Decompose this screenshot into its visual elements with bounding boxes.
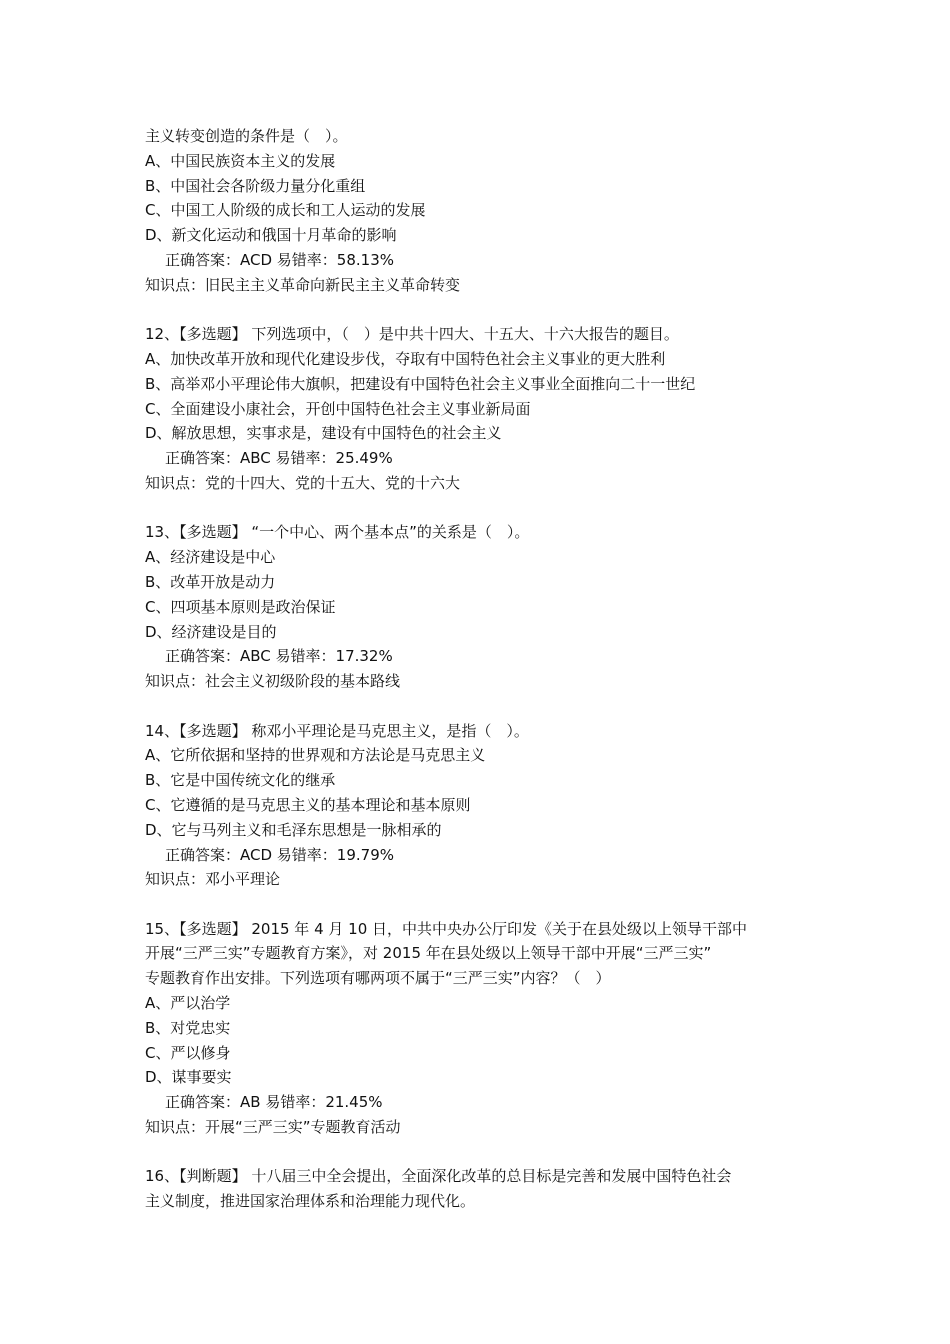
question-stem: 14、【多选题】 称邓小平理论是马克思主义，是指（ ）。: [145, 721, 529, 740]
option-b: B、高举邓小平理论伟大旗帜，把建设有中国特色社会主义事业全面推向二十一世纪: [145, 374, 696, 393]
option-b: B、改革开放是动力: [145, 572, 276, 591]
answer-line: 正确答案：ACD 易错率：58.13%: [165, 250, 394, 269]
knowledge-point: 知识点：党的十四大、党的十五大、党的十六大: [145, 473, 461, 492]
option-b: B、它是中国传统文化的继承: [145, 771, 336, 790]
option-b: B、中国社会各阶级力量分化重组: [145, 176, 366, 195]
option-d: D、解放思想，实事求是，建设有中国特色的社会主义: [145, 424, 502, 443]
option-d: D、新文化运动和俄国十月革命的影响: [145, 226, 397, 245]
knowledge-point: 知识点：社会主义初级阶段的基本路线: [145, 672, 401, 691]
option-a: A、加快改革开放和现代化建设步伐，夺取有中国特色社会主义事业的更大胜利: [145, 349, 666, 368]
question-15: [145, 917, 815, 1140]
answer-line: 正确答案：ABC 易错率：25.49%: [165, 449, 393, 468]
option-d: D、它与马列主义和毛泽东思想是一脉相承的: [145, 820, 442, 839]
option-a: A、经济建设是中心: [145, 548, 276, 567]
question-stem: 12、【多选题】 下列选项中，（ ）是中共十四大、十五大、十六大报告的题目。: [145, 325, 679, 344]
question-stem-line-3: 专题教育作出安排。下列选项有哪两项不属于“三严三实”内容？（ ）: [145, 969, 611, 988]
question-12: [145, 322, 815, 496]
option-c: C、四项基本原则是政治保证: [145, 597, 336, 616]
option-c: C、全面建设小康社会，开创中国特色社会主义事业新局面: [145, 399, 531, 418]
question-stem: 主义转变创造的条件是（ ）。: [145, 127, 348, 145]
question-16: [145, 1164, 815, 1214]
answer-line: 正确答案：ACD 易错率：19.79%: [165, 845, 394, 864]
option-d: D、经济建设是目的: [145, 622, 277, 641]
option-b: B、对党忠实: [145, 1018, 231, 1037]
question-stem-line-1: 16、【判断题】 十八届三中全会提出，全面深化改革的总目标是完善和发展中国特色社会: [145, 1167, 732, 1186]
question-stem-line-2: 开展“三严三实”专题教育方案》，对 2015 年在县处级以上领导干部中开展“三严三实”: [145, 944, 712, 963]
question-stem: 13、【多选题】 “一个中心、两个基本点”的关系是（ ）。: [145, 523, 530, 542]
option-a: A、它所依据和坚持的世界观和方法论是马克思主义: [145, 746, 486, 765]
answer-line: 正确答案：ABC 易错率：17.32%: [165, 647, 393, 666]
option-d: D、谋事要实: [145, 1068, 232, 1087]
knowledge-point: 知识点：开展“三严三实”专题教育活动: [145, 1118, 401, 1137]
option-a: A、中国民族资本主义的发展: [145, 151, 336, 170]
document-page: [145, 124, 815, 1214]
question-11-tail: [145, 124, 815, 298]
option-c: C、中国工人阶级的成长和工人运动的发展: [145, 201, 426, 220]
question-stem-line-1: 15、【多选题】 2015 年 4 月 10 日，中共中央办公厅印发《关于在县处级以上领导干部中: [145, 919, 748, 938]
question-13: [145, 520, 815, 694]
option-c: C、它遵循的是马克思主义的基本理论和基本原则: [145, 795, 471, 814]
knowledge-point: 知识点：旧民主主义革命向新民主主义革命转变: [145, 275, 461, 294]
answer-line: 正确答案：AB 易错率：21.45%: [165, 1093, 383, 1112]
question-stem-line-2: 主义制度，推进国家治理体系和治理能力现代化。: [145, 1192, 476, 1211]
option-c: C、严以修身: [145, 1043, 231, 1062]
option-a: A、严以治学: [145, 994, 231, 1013]
question-14: [145, 719, 815, 893]
knowledge-point: 知识点：邓小平理论: [145, 870, 281, 889]
